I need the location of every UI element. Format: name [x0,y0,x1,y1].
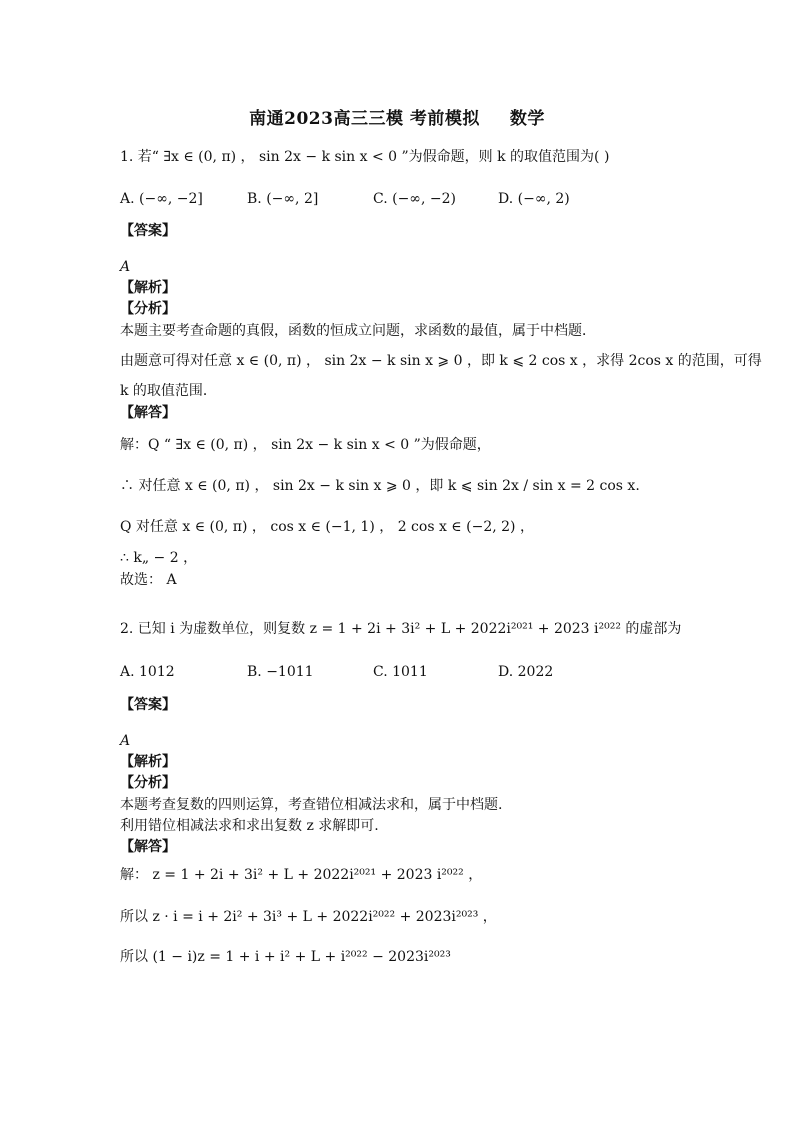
q1-fenxi-text-1: 本题主要考查命题的真假，函数的恒成立问题，求函数的最值，属于中档题． [120,323,596,339]
q2-stem: 2. 已知 i 为虚数单位，则复数 z = 1 + 2i + 3i² + L + 2022i²⁰²¹ + 2023 i²⁰²² 的虚部为 [120,621,682,637]
q1-solution-1: 解：Q “ ∃x ∈ (0, π) ， sin 2x − k sin x < 0 ”为假命题， [120,437,491,453]
q2-answer: A [120,733,131,749]
q1-option-c: C. (−∞, −2) [373,191,456,207]
q1-answer: A [120,259,131,275]
q2-solution-2: 所以 z · i = i + 2i² + 3i³ + L + 2022i²⁰²² + 2023i²⁰²³ ， [120,909,497,925]
q2-solution-1: 解： z = 1 + 2i + 3i² + L + 2022i²⁰²¹ + 2023 i²⁰²² ， [120,867,483,883]
subject-title: 数学 [509,109,545,129]
q1-analysis-label: 【解析】 [120,280,176,296]
q1-solution-3: Q 对任意 x ∈ (0, π) ， cos x ∈ (−1, 1) ， 2 cos x ∈ (−2, 2) ， [120,519,534,535]
q2-option-d: D. 2022 [498,664,554,680]
q1-solution-4: ∴ k„ − 2 ， [120,550,198,566]
q2-fenxi-text-2: 利用错位相减法求和求出复数 z 求解即可. [120,818,379,834]
q1-fenxi-text-2: 由题意可得对任意 x ∈ (0, π) ， sin 2x − k sin x ⩾ 0 ，即 k ⩽ 2 cos x ，求得 2cos x 的范围，可得 [120,353,762,369]
q1-fenxi-text-3: k 的取值范围． [120,383,217,399]
q2-answer-label: 【答案】 [120,697,176,713]
q1-jieda-label: 【解答】 [120,405,176,421]
q1-answer-label: 【答案】 [120,223,176,239]
q2-analysis-label: 【解析】 [120,754,176,770]
q1-option-d: D. (−∞, 2) [498,191,570,207]
q1-stem: 1. 若“ ∃x ∈ (0, π) ， sin 2x − k sin x < 0 ”为假命题，则 k 的取值范围为( ) [120,149,610,165]
q1-option-b: B. (−∞, 2] [247,191,319,207]
q2-option-c: C. 1011 [373,664,428,680]
q2-option-a: A. 1012 [120,664,175,680]
q1-fenxi-label: 【分析】 [120,301,176,317]
q2-jieda-label: 【解答】 [120,839,176,855]
q1-option-a: A. (−∞, −2] [120,191,203,207]
q1-solution-5: 故选： A [120,572,177,588]
q2-fenxi-text-1: 本题考查复数的四则运算，考查错位相减法求和，属于中档题. [120,797,503,813]
q1-solution-2: ∴ 对任意 x ∈ (0, π) ， sin 2x − k sin x ⩾ 0 ，即 k ⩽ sin 2x / sin x = 2 cos x. [120,478,640,494]
exam-title: 南通2023高三三模 考前模拟 [249,109,480,129]
page-title [0,104,794,129]
q2-fenxi-label: 【分析】 [120,775,176,791]
q2-solution-3: 所以 (1 − i)z = 1 + i + i² + L + i²⁰²² − 2023i²⁰²³ [120,949,451,965]
q2-option-b: B. −1011 [247,664,314,680]
